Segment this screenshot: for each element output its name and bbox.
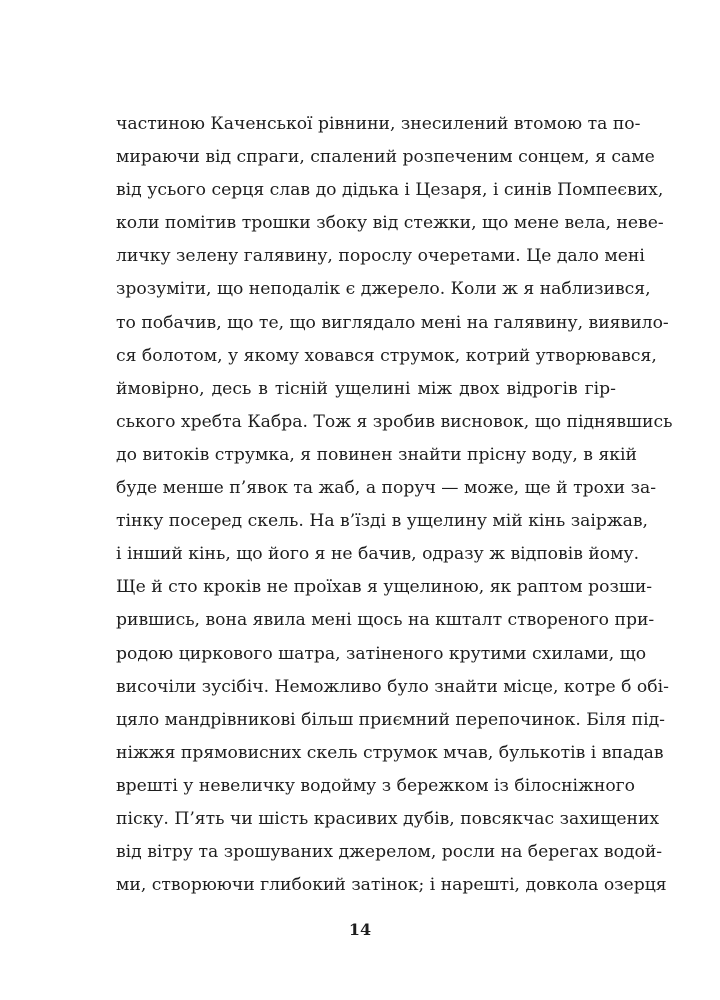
- text-line: зрозуміти, що неподалік є джерело. Коли ж я наблизився,: [116, 279, 651, 300]
- text-line: коли помітив трошки збоку від стежки, що мене вела, неве-: [116, 213, 664, 234]
- text-line: ся болотом, у якому ховався струмок, котрий утворювався,: [116, 345, 657, 366]
- text-line: до витоків струмка, я повинен знайти прісну воду, в якій: [116, 444, 637, 465]
- text-line: Ще й сто кроків не проїхав я ущелиною, як раптом розши-: [116, 577, 653, 598]
- body-text: [116, 108, 673, 902]
- text-line: і інший кінь, що його я не бачив, одразу ж відповів йому.: [116, 544, 640, 565]
- text-line: частиною Каченської рівнини, знесилений втомою та по-: [116, 114, 641, 134]
- text-line: від вітру та зрошуваних джерелом, росли на берегах водой-: [116, 842, 663, 863]
- text-line: родою циркового шатра, затіненого крутими схилами, що: [116, 643, 647, 664]
- text-line: ського хребта Кабра. Тож я зробив висновок, що піднявшись: [116, 411, 673, 432]
- text-line: мираючи від спраги, спалений розпеченим сонцем, я саме: [116, 147, 655, 168]
- text-line: височіли зусібіч. Неможливо було знайти місце, котре б обі-: [116, 676, 669, 697]
- text-line: цяло мандрівникові більш приємний перепочинок. Біля під-: [116, 709, 665, 730]
- text-line: врешті у невеличку водойму з бережком із білосніжного: [116, 775, 636, 796]
- text-line: ймовірно, десь в тісній ущелині між двох відрогів гір-: [116, 378, 616, 399]
- text-line: від усього серця слав до дідька і Цезаря, і синів Помпеєвих,: [116, 180, 664, 201]
- text-line: піску. П’ять чи шість красивих дубів, повсякчас захищених: [116, 808, 660, 829]
- page-number: 14: [348, 920, 372, 939]
- text-line: рившись, вона явила мені щось на кшталт створеного при-: [116, 610, 655, 631]
- text-line: буде менше п’явок та жаб, а поруч — може, ще й трохи за-: [116, 478, 656, 499]
- text-line: ми, створюючи глибокий затінок; і нарешті, довкола озерця: [116, 875, 667, 896]
- text-line: личку зелену галявину, порослу очеретами. Це дало мені: [116, 246, 645, 267]
- text-line: то побачив, що те, що виглядало мені на галявину, виявило-: [116, 312, 669, 333]
- text-line: тінку посеред скель. На в’їзді в ущелину мій кінь заіржав,: [116, 511, 649, 532]
- text-line: ніжжя прямовисних скель струмок мчав, булькотів і впадав: [116, 742, 664, 763]
